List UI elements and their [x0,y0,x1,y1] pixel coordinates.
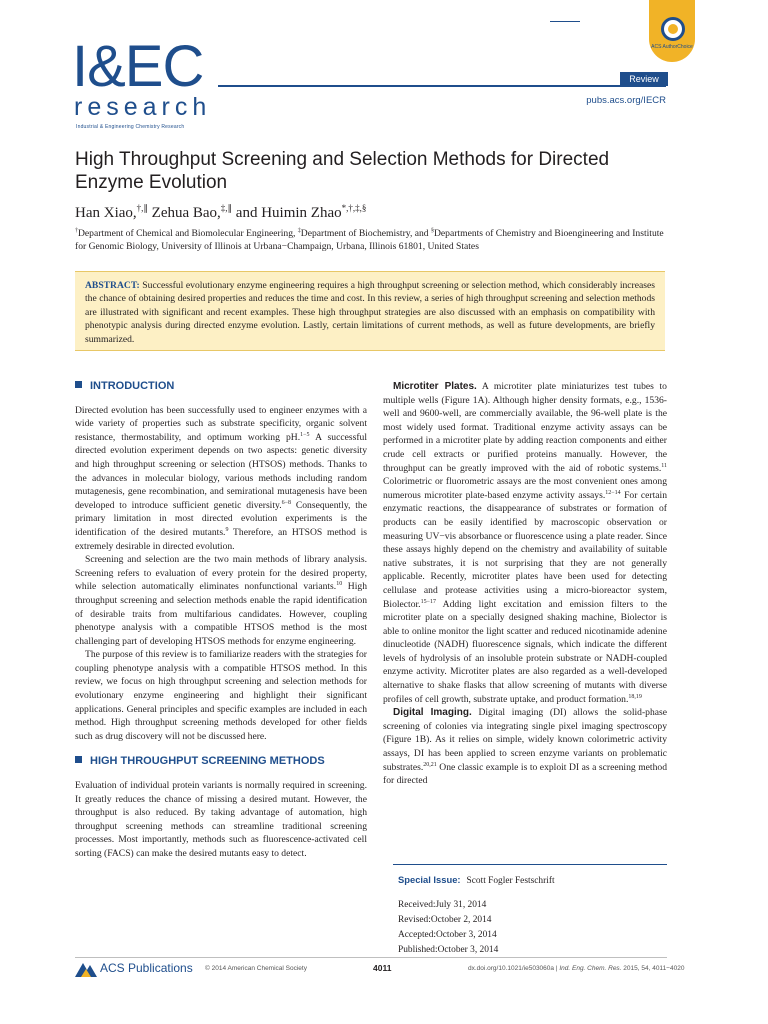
date-value: October 2, 2014 [430,915,492,925]
section-heading-introduction: INTRODUCTION [75,380,367,394]
abstract-box [75,271,665,351]
date-label: Received: [398,900,436,910]
date-value: October 3, 2014 [437,945,499,955]
doi-link[interactable]: dx.doi.org/10.1021/ie503060a [468,965,555,972]
paragraph: Evaluation of individual protein variants is normally required in screening. It greatly reduces the chance of missing a desired mutant. However, the throughput is also reduced. By taking advantage of automation, high throughput screening methods can streamline traditional screening processes. Most importantly, methods such as fluorescence-activated cell sorting (FACS) can make the desired mutants easy to detect. [75,780,367,859]
citation-ref[interactable]: 1−5 [300,431,310,438]
author-name[interactable]: Zehua Bao, [147,205,221,221]
author-choice-label: ACS AuthorChoice [651,44,693,50]
citation-ref[interactable]: 9 [225,526,229,533]
section-heading-hts-methods: HIGH THROUGHPUT SCREENING METHODS [75,755,367,769]
acs-logo-icon [75,961,97,977]
citation-ref[interactable]: 20,21 [423,761,437,768]
date-value: October 3, 2014 [436,930,497,940]
author-affiliation-mark: *,†,‡,§ [341,203,367,213]
journal-url-link[interactable]: pubs.acs.org/IECR [586,95,666,106]
paragraph: Screening and selection are the two main methods of library analysis. Screening refers to evaluation of every protein for the desired property, while selection automatically eliminates nonfunctional variants.$^{10}$ High throughput screening and selection methods enable the rapid identification of desirable traits from multifarious candidates. However, coupling phenotype analysis with a compatible HTSOS method is the most challenging part of developing HTSOS methods for enzyme engineering. [75,554,367,647]
citation-volume: 2015, 54, 4011−4020 [621,965,685,972]
citation-journal: Ind. Eng. Chem. Res. [559,965,622,972]
journal-logo-subtitle: research [74,93,212,121]
abstract-label: ABSTRACT: [85,280,140,291]
footer-rule [75,957,667,958]
author-name[interactable]: and Huimin Zhao [232,205,342,221]
citation-ref[interactable]: 11 [661,462,667,469]
section-square-icon [75,756,82,763]
date-row [398,943,498,958]
copyright-notice: © 2014 American Chemical Society [205,965,307,972]
date-label: Published: [398,945,438,955]
affiliation-text: Departments of Chemistry and Bioengineering and Institute for Genomic Biology, University of Illinois at Urbana−Champaign, Urbana, Illinois 61801, United States [75,228,664,253]
special-issue [398,872,555,889]
page-number: 4011 [373,963,392,973]
date-row [398,913,498,928]
author-name[interactable]: Han Xiao, [75,205,137,221]
special-issue-rule [393,864,667,865]
history-dates [398,898,498,958]
paragraph: Microtiter Plates. A microtiter plate miniaturizes test tubes to multiple wells (Figure 1A). Although higher density formats, e.g., 1536-well and 9600-well, are commercially available, the 96-well plate is the most widely used format. Traditional enzyme activity assays can be performed in a microtiter plate by adding reaction components and either crude cell extracts or purified proteins manually. However, the throughput can be greatly improved with the aid of robotic systems.$^{11}$ Colorimetric or fluorometric assays are the most convenient ones among numerous microtiter plate-based enzyme activity assays.$^{12-14}$ For certain enzymatic reactions, the disappearance of substrates or formation of products can be easily identified by macroscopic observation or measuring UV−vis absorbance or fluorescence using a plate reader. Since these assays highly depend on the chemistry and availability of suitable native substrates, it is not surprising that they are not generally applicable. Recently, microtiter plates have been used for detecting cellulase and protease activities using a micro-bioreactor system, Biolector.$^{15-17}$ Adding light excitation and emission filters to the microtiter plate on a specially designed shaking machine, Biolector is able to online monitor the light scatter and reduced nicotinamide adenine dinucleotide (NADH) fluorescence signals, which indicate the different levels of hydrolysis of an insoluble protein substrate or NADH-coupled enzyme activity. Microtiter plates are also regarded as a well-developed alternative to shake flasks that allow screening of mutants with diverse profiles of cell growth, substrate uptake, and product formation.$^{18,19}$ [383,381,667,705]
article-type-tab: Review [620,72,668,86]
affiliation-mark: † [75,228,78,234]
date-row [398,898,498,913]
section-square-icon [75,381,82,388]
affiliation-text: Department of Biochemistry, and [300,228,431,240]
paragraph: The purpose of this review is to familiarize readers with the strategies for coupling phenotype analysis with a compatible HTSOS method. In this review, we focus on high throughput screening and selection methods for evolutionary enzyme engineering and highlight their significant applications. General principles and specific examples are included in each method. High throughput screening methods developed for other fields such as drug discovery will not be discussed here. [75,649,367,742]
affiliation-mark: § [431,228,434,234]
citation-ref[interactable]: 6−8 [281,499,291,506]
date-label: Accepted: [398,930,436,940]
special-issue-value[interactable]: Scott Fogler Festschrift [466,876,555,886]
journal-logo: I&EC [72,34,204,99]
citation-ref[interactable]: 10 [336,581,343,588]
right-column [383,380,667,788]
affiliations [75,225,675,253]
paragraph: Digital Imaging. Digital imaging (DI) allows the solid-phase screening of colonies via integrating single pixel imaging spectroscopy (Figure 1B). As it relies on simple, widely known colorimetric activity assays, DI has been applied to screen enzyme variants on problematic substrates.$^{20,21}$ One classic example is to exploit DI as a screening method for directed [383,707,667,787]
left-column [75,380,367,861]
citation-ref[interactable]: 18,19 [628,693,642,700]
affiliation-mark: ‡ [297,228,301,234]
paragraph: Directed evolution has been successfully used to engineer enzymes with a wide variety of properties such as substrate specificity, organic solvent resistance, thermostability, and optimum working pH.$^{1-5}$ A successful directed evolution experiment depends on two aspects: genetic diversity and high throughput screening or selection (HTSOS) methods. Thanks to the advances in molecular biology, various methods including random mutagenesis, gene recombination, and semirational mutagenesis have been developed to introduce sufficient genetic diversity.$^{6-8}$ Consequently, the primary limitation in most directed evolution experiments is the identification of the desired mutants.$^9$ Therefore, an HTSOS method is extremely desirable in directed evolution. [75,404,367,552]
abstract-text: Successful evolutionary enzyme engineering requires a high throughput screening or selection method, which considerably increases the chance of obtaining desired properties and reduces the time and cost. In this review, a series of high throughput screening and selection methods are illustrated with significant and recent examples. These high throughput strategies are also discussed with an emphasis on compatibility with phenotypic analysis during directed enzyme evolution. Lastly, certain limitations of current methods, as well as future developments, are briefly summarized. [85,280,655,345]
citation-ref[interactable]: 15−17 [420,598,436,605]
date-value: July 31, 2014 [435,900,487,910]
author-choice-icon-center [668,24,678,34]
author-affiliation-mark: †,∥ [136,203,148,213]
affiliation-text: Department of Chemical and Biomolecular Engineering, [78,228,298,240]
author-list [75,199,675,222]
header-rule [218,85,666,87]
article-title: High Throughput Screening and Selection Methods for Directed Enzyme Evolution [75,149,610,193]
header-accent-line [550,21,580,22]
subsection-heading-microtiter: Microtiter Plates. [393,381,477,392]
special-issue-label: Special Issue: [398,874,461,885]
date-label: Revised: [398,915,431,925]
publisher-name[interactable]: ACS Publications [100,961,193,975]
citation-ref[interactable]: 12−14 [605,489,621,496]
subsection-heading-digital-imaging: Digital Imaging. [393,707,472,719]
author-affiliation-mark: ‡,∥ [220,203,233,213]
journal-logo-tagline: Industrial & Engineering Chemistry Research [76,124,185,130]
date-row [398,928,498,943]
doi-citation: dx.doi.org/10.1021/ie503060a | Ind. Eng. Chem. Res. 2015, 54, 4011−4020 [468,965,685,972]
